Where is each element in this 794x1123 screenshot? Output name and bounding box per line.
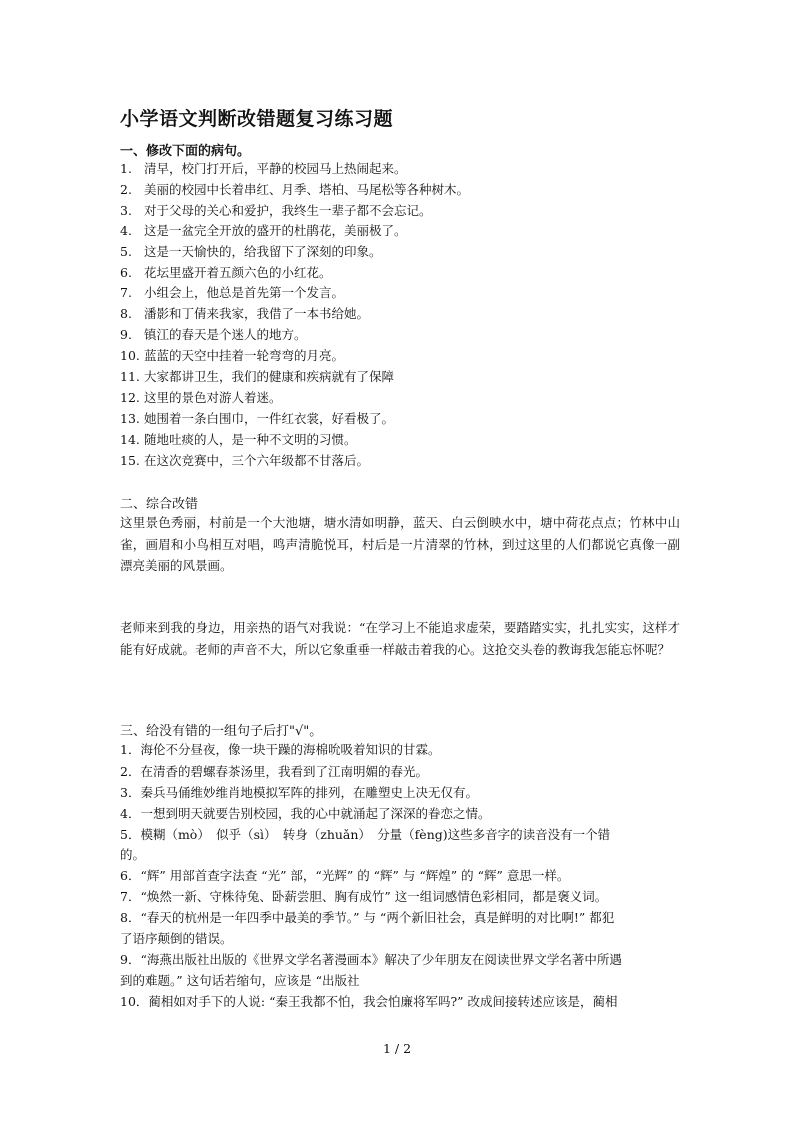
item-number: 2. bbox=[120, 182, 132, 197]
item-number: 14. bbox=[120, 432, 140, 447]
section-2-paragraph-2: 老师来到我的身边，用亲热的语气对我说：“在学习上不能追求虚荣，要踏踏实实，扎扎实实，这样才能有好成就。老师的声音不大，所以它象重垂一样敲击着我的心。这抢交头卷的教诲我怎能忘怀呢？ bbox=[120, 620, 680, 657]
section-2-heading: 二、综合改错 bbox=[120, 497, 199, 512]
list-item: 1．海伦不分昼夜，像一块干躁的海棉吮吸着知识的甘霖。 bbox=[120, 742, 441, 757]
item-text: 这是一天愉快的，给我留下了深刻的印象。 bbox=[144, 244, 382, 259]
document-title: 小学语文判断改错题复习练习题 bbox=[120, 108, 394, 130]
list-item-continuation: 了语序颠倒的错误。 bbox=[120, 931, 233, 946]
item-number: 15. bbox=[120, 453, 140, 468]
item-text: 潘影和丁倩来我家，我借了一本书给她。 bbox=[144, 306, 370, 321]
list-item: 4．一想到明天就要告别校园，我的心中就涌起了深深的眷恋之情。 bbox=[120, 806, 491, 821]
item-text: 花坛里盛开着五颜六色的小红花。 bbox=[144, 265, 332, 280]
item-number: 9. bbox=[120, 327, 132, 342]
item-number: 8. bbox=[120, 306, 132, 321]
item-text: 蓝蓝的天空中挂着一轮弯弯的月亮。 bbox=[144, 348, 345, 363]
list-item: 3．秦兵马俑维妙维肖地模拟军阵的排列，在雕塑史上决无仅有。 bbox=[120, 785, 478, 800]
item-number: 6. bbox=[120, 265, 132, 280]
item-text: 清早，校门打开后，平静的校园马上热闹起来。 bbox=[144, 161, 407, 176]
item-text: 镇江的春天是个迷人的地方。 bbox=[144, 327, 307, 342]
list-item: 8．“春天的杭州是一年四季中最美的季节。” 与 “两个新旧社会，真是鲜明的对比啊!” 都犯 bbox=[120, 910, 615, 925]
item-text: 大家都讲卫生，我们的健康和疾病就有了保障 bbox=[144, 369, 395, 384]
section-2-paragraph-1: 这里景色秀丽，村前是一个大池塘，塘水清如明静，蓝天、白云倒映水中，塘中荷花点点；竹林中山雀，画眉和小鸟相互对唱，鸣声清脆悦耳，村后是一片清翠的竹林，到过这里的人们都说它真像一副漂亮美丽的风景画。 bbox=[120, 515, 680, 573]
item-text: 这里的景色对游人着迷。 bbox=[144, 390, 282, 405]
list-item bbox=[120, 201, 432, 221]
list-item bbox=[120, 451, 369, 471]
list-item bbox=[120, 263, 332, 283]
list-item: 2．在清香的碧螺春茶汤里，我看到了江南明媚的春光。 bbox=[120, 764, 428, 779]
item-number: 12. bbox=[120, 390, 140, 405]
item-text: 小组会上，他总是首先第一个发言。 bbox=[144, 285, 345, 300]
list-item bbox=[120, 180, 469, 200]
item-number: 3. bbox=[120, 203, 132, 218]
item-number: 7. bbox=[120, 285, 132, 300]
list-item bbox=[120, 367, 394, 387]
item-text: 在这次竞赛中，三个六年级都不甘落后。 bbox=[144, 453, 370, 468]
list-item-continuation: 的。 bbox=[120, 847, 146, 862]
item-text: 美丽的校园中长着串红、月季、塔柏、马尾松等各种树木。 bbox=[144, 182, 470, 197]
item-number: 1. bbox=[120, 161, 132, 176]
item-text: 对于父母的关心和爱护，我终生一辈子都不会忘记。 bbox=[144, 203, 432, 218]
list-item bbox=[120, 221, 407, 241]
list-item: 9．“海燕出版社出版的《世界文学名著漫画本》解决了少年朋友在阅读世界文学名著中所遇 bbox=[120, 952, 622, 967]
list-item bbox=[120, 430, 357, 450]
list-item bbox=[120, 346, 344, 366]
page-indicator: 1 / 2 bbox=[382, 1041, 412, 1056]
item-number: 4. bbox=[120, 223, 132, 238]
list-item bbox=[120, 242, 382, 262]
list-item: 5．模糊（mò） 似乎（sì） 转身（zhuǎn） 分量（fèng)这些多音字的读音没有一个错 bbox=[120, 827, 611, 842]
list-item bbox=[120, 325, 307, 345]
list-item bbox=[120, 409, 394, 429]
list-item bbox=[120, 159, 407, 179]
section-3-heading: 三、给没有错的一组句子后打"√"。 bbox=[120, 724, 323, 739]
item-text: 随地吐痰的人，是一种不文明的习惯。 bbox=[144, 432, 357, 447]
item-text: 这是一盆完全开放的盛开的杜鹃花，美丽极了。 bbox=[144, 223, 407, 238]
item-number: 5. bbox=[120, 244, 132, 259]
list-item: 6．“辉” 用部首查字法查 “光” 部，“光辉” 的 “辉” 与 “辉煌” 的 “辉” 意思一样。 bbox=[120, 868, 570, 883]
item-number: 11. bbox=[120, 369, 140, 384]
list-item-continuation: 到的难题。” 这句话若缩句，应该是 “出版社 bbox=[120, 973, 360, 988]
list-item: 7．“焕然一新、守株待兔、卧薪尝胆、胸有成竹” 这一组词感情色彩相同，都是褒义词。 bbox=[120, 889, 608, 904]
list-item bbox=[120, 388, 282, 408]
item-text: 她围着一条白围巾，一件红衣裳，好看极了。 bbox=[144, 411, 395, 426]
item-number: 10. bbox=[120, 348, 140, 363]
list-item bbox=[120, 283, 344, 303]
list-item: 10．蔺相如对手下的人说: “秦王我都不怕，我会怕廉将军吗?” 改成间接转述应该是，蔺相 bbox=[120, 994, 618, 1009]
list-item bbox=[120, 304, 369, 324]
item-number: 13. bbox=[120, 411, 140, 426]
section-1-heading: 一、修改下面的病句。 bbox=[120, 144, 251, 159]
